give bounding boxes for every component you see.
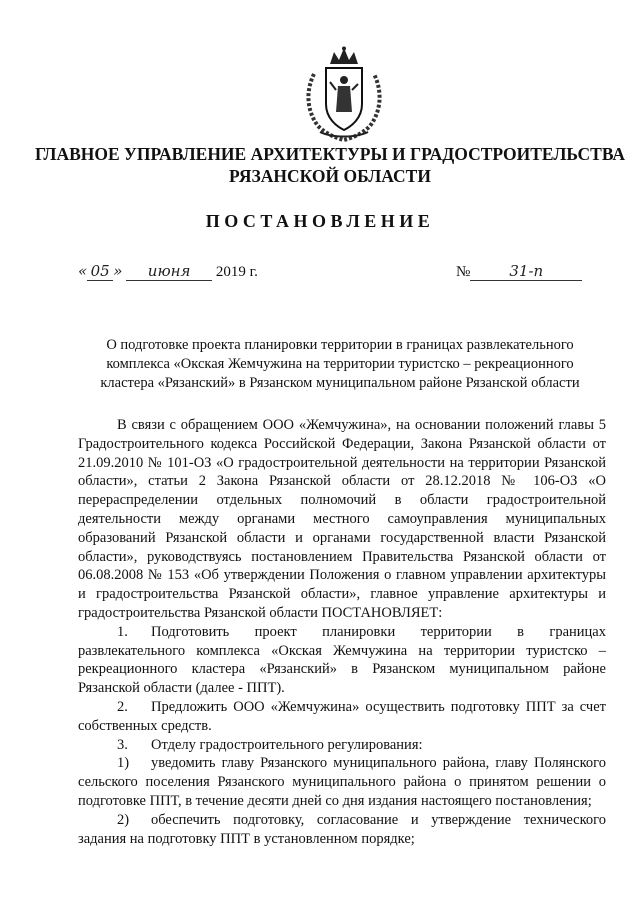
coat-of-arms-emblem (300, 46, 388, 142)
clause-2 (78, 698, 606, 736)
organization-name-line1: ГЛАВНОЕ УПРАВЛЕНИЕ АРХИТЕКТУРЫ И ГРАДОСТРОИТЕЛЬСТВА (34, 144, 626, 164)
clause-3 (78, 736, 606, 755)
document-body (78, 416, 606, 848)
organization-name-line2: РЯЗАНСКОЙ ОБЛАСТИ (229, 166, 431, 186)
clause-text: Подготовить проект планировки территории в границах развлекательного комплекса «Окская Жемчужина на территории туристско – рекреационного кластера «Рязанский» в Рязанском муниципальном районе Рязанской области (далее - ППТ). (78, 623, 606, 697)
clause-1 (78, 623, 606, 698)
clause-number: 1. (117, 623, 128, 640)
document-subject (70, 336, 610, 393)
clause-number: 3. (117, 736, 128, 753)
document-date (78, 262, 258, 281)
clause-text: уведомить главу Рязанского муниципального района, главу Полянского сельского поселения Рязанского муниципального района о принятом решении о подготовке ППТ, в течение десяти дней со дня издания настоящего постановления; (78, 755, 606, 809)
date-day: 05 (87, 262, 113, 281)
number-label: № (456, 264, 471, 280)
subclause-1 (78, 754, 606, 810)
subclause-2 (78, 811, 606, 849)
subject-line-3: кластера «Рязанский» в Рязанском муниципальном районе Рязанской области (100, 375, 580, 391)
date-year: 2019 г. (215, 264, 258, 280)
document-number (456, 262, 582, 281)
date-close-quote: » (113, 262, 123, 280)
clause-text: Предложить ООО «Жемчужина» осуществить подготовку ППТ за счет собственных средств. (78, 698, 606, 734)
subject-line-1: О подготовке проекта планировки территории в границах развлекательного (106, 337, 574, 353)
clause-number: 2. (117, 698, 128, 715)
subject-line-2: комплекса «Окская Жемчужина на территории туристско – рекреационного (106, 356, 574, 372)
date-open-quote: « (78, 262, 88, 280)
clause-text: обеспечить подготовку, согласование и утверждение технического задания на подготовку ППТ в установленном порядке; (78, 811, 606, 847)
clause-text: Отделу градостроительного регулирования: (151, 736, 423, 753)
number-value: 31-п (470, 262, 582, 281)
clause-number: 2) (117, 811, 130, 828)
document-type-title: ПОСТАНОВЛЕНИЕ (205, 211, 435, 231)
preamble-paragraph: В связи с обращением ООО «Жемчужина», на основании положений главы 5 Градостроительного кодекса Российской Федерации, Закона Рязанской области от 21.09.2010 № 101-ОЗ «О градостроительной деятельности на территории Рязанской области», статьи 2 Закона Рязанской области от 28.12.2018 № 106-ОЗ «О перераспределении отдельных полномочий в области градостроительной деятельности между органами местного самоуправления муниципальных образований Рязанской области и органами государственной власти Рязанской области», руководствуясь постановлением Правительства Рязанской области от 06.08.2008 № 153 «Об утверждении Положения о главном управлении архитектуры и градостроительства Рязанской области», главное управление архитектуры и градостроительства Рязанской области ПОСТАНОВЛЯЕТ: (78, 417, 606, 621)
date-month: июня (126, 262, 212, 281)
clause-number: 1) (117, 755, 130, 772)
